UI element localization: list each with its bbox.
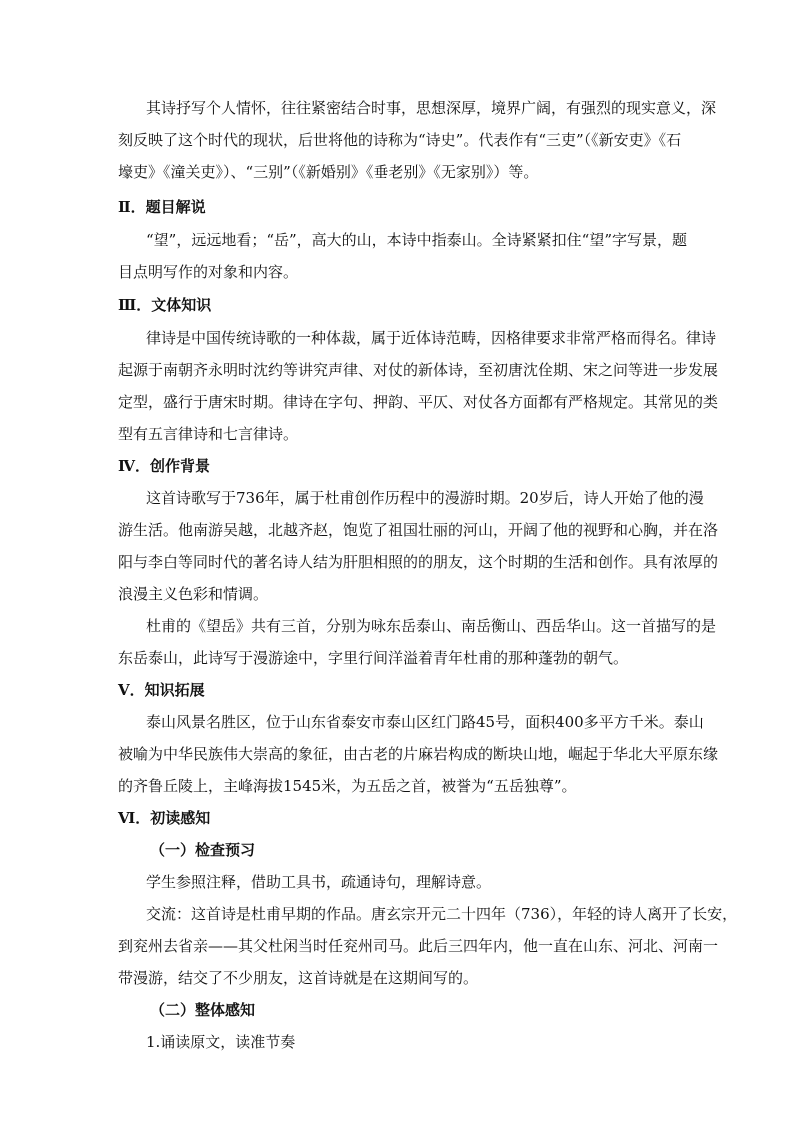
- para-genre-line-3: 定型，盛行于唐宋时期。律诗在字句、押韵、平仄、对仗各方面都有严格规定。其常见的类: [118, 393, 719, 411]
- list-item-1: 1.诵读原文，读准节奏: [146, 1033, 296, 1051]
- section-heading-background: Ⅳ．创作背景: [118, 457, 211, 475]
- section-heading-title-explanation: Ⅱ．题目解说: [118, 198, 206, 216]
- subheading-overall-perception: （二）整体感知: [150, 1001, 256, 1019]
- para-background-line-2: 游生活。他南游吴越，北越齐赵，饱览了祖国壮丽的河山，开阔了他的视野和心胸，并在洛: [118, 521, 719, 539]
- para-taishan-line-3: 的齐鲁丘陵上，主峰海拔1545米，为五岳之首，被誉为“五岳独尊”。: [118, 777, 577, 795]
- para-intro-line-2: 刻反映了这个时代的现状，后世将他的诗称为“诗史”。代表作有“三吏”（《新安吏》《石: [118, 131, 682, 149]
- para-title-line-1: “望”，远远地看；“岳”，高大的山，本诗中指泰山。全诗紧紧扣住“望”字写景，题: [146, 231, 688, 249]
- para-background-line-3: 阳与李白等同时代的著名诗人结为肝胆相照的的朋友，这个时期的生活和创作。具有浓厚的: [118, 553, 719, 571]
- para-exchange-line-3: 带漫游，结交了不少朋友，这首诗就是在这期间写的。: [118, 969, 479, 987]
- subheading-check-preview: （一）检查预习: [150, 841, 256, 859]
- para-taishan-line-2: 被喻为中华民族伟大崇高的象征，由古老的片麻岩构成的断块山地，崛起于华北大平原东缘: [118, 745, 719, 763]
- para-title-line-2: 目点明写作的对象和内容。: [118, 263, 299, 281]
- section-heading-first-reading: Ⅵ．初读感知: [118, 809, 211, 827]
- para-preview-line-1: 学生参照注释，借助工具书，疏通诗句，理解诗意。: [146, 873, 492, 891]
- para-taishan-line-1: 泰山风景名胜区，位于山东省泰安市泰山区红门路45号，面积400多平方千米。泰山: [146, 713, 704, 731]
- para-dufu-line-1: 杜甫的《望岳》共有三首，分别为咏东岳泰山、南岳衡山、西岳华山。这一首描写的是: [146, 617, 717, 635]
- para-exchange-line-2: 到兖州去省亲——其父杜闲当时任兖州司马。此后三四年内，他一直在山东、河北、河南一: [118, 937, 719, 955]
- para-background-line-1: 这首诗歌写于736年，属于杜甫创作历程中的漫游时期。20岁后，诗人开始了他的漫: [146, 489, 704, 507]
- para-intro-line-3: 壕吏》《潼关吏》）、“三别”（《新婚别》《垂老别》《无家别》）等。: [118, 163, 539, 181]
- para-genre-line-2: 起源于南朝齐永明时沈约等讲究声律、对仗的新体诗，至初唐沈佺期、宋之问等进一步发展: [118, 361, 719, 379]
- para-genre-line-4: 型有五言律诗和七言律诗。: [118, 425, 299, 443]
- para-exchange-line-1: 交流：这首诗是杜甫早期的作品。唐玄宗开元二十四年（736），年轻的诗人离开了长安，: [146, 905, 738, 923]
- section-heading-extension: Ⅴ．知识拓展: [118, 681, 205, 699]
- para-intro-line-1: 其诗抒写个人情怀，往往紧密结合时事，思想深厚，境界广阔，有强烈的现实意义，深: [146, 99, 717, 117]
- para-dufu-line-2: 东岳泰山，此诗写于漫游途中，字里行间洋溢着青年杜甫的那种蓬勃的朝气。: [118, 649, 629, 667]
- para-genre-line-1: 律诗是中国传统诗歌的一种体裁，属于近体诗范畴，因格律要求非常严格而得名。律诗: [146, 329, 717, 347]
- section-heading-genre: Ⅲ．文体知识: [118, 296, 212, 314]
- para-background-line-4: 浪漫主义色彩和情调。: [118, 585, 269, 603]
